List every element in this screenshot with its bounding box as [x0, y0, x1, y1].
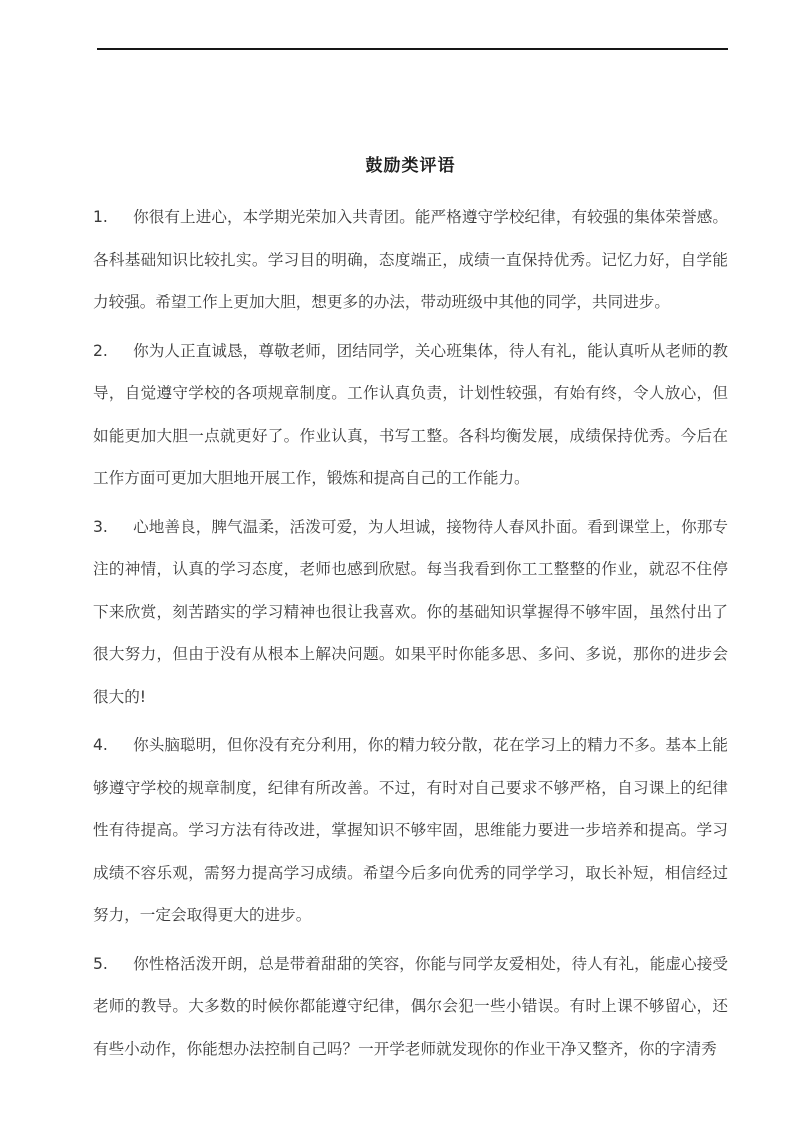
comment-paragraph-1: [93, 196, 728, 324]
paragraph-number: 1.: [93, 208, 108, 226]
comment-paragraph-5: [93, 943, 728, 1071]
paragraph-number: 4.: [93, 736, 108, 754]
comment-paragraph-3: [93, 506, 728, 719]
comment-paragraph-4: [93, 724, 728, 937]
paragraph-number: 3.: [93, 517, 108, 536]
paragraph-number: 2.: [93, 341, 108, 360]
paragraph-text: 你性格活泼开朗，总是带着甜甜的笑容，你能与同学友爱相处，待人有礼，能虚心接受老师的教导。大多数的时候你都能遵守纪律，偶尔会犯一些小错误。有时上课不够留心，还有些小动作，你能想办法控制自己吗？一开学老师就发现你的作业干净又整齐，你的字清秀: [93, 954, 728, 1058]
paragraph-text: 心地善良，脾气温柔，活泼可爱，为人坦诚，接物待人春风扑面。看到课堂上，你那专注的神情，认真的学习态度，老师也感到欣慰。每当我看到你工工整整的作业，就忍不住停下来欣赏，刻苦踏实的学习精神也很让我喜欢。你的基础知识掌握得不够牢固，虽然付出了很大努力，但由于没有从根本上解决问题。如果平时你能多思、多问、多说，那你的进步会很大的!: [93, 517, 728, 706]
paragraph-text: 你为人正直诚恳，尊敬老师，团结同学，关心班集体，待人有礼，能认真听从老师的教导，自觉遵守学校的各项规章制度。工作认真负责，计划性较强，有始有终，令人放心，但如能更加大胆一点就更好了。作业认真，书写工整。各科均衡发展，成绩保持优秀。今后在工作方面可更加大胆地开展工作，锻炼和提高自己的工作能力。: [93, 341, 728, 487]
paragraph-text: 你头脑聪明，但你没有充分利用，你的精力较分散，花在学习上的精力不多。基本上能够遵守学校的规章制度，纪律有所改善。不过，有时对自己要求不够严格，自习课上的纪律性有待提高。学习方法有待改进，掌握知识不够牢固，思维能力要进一步培养和提高。学习成绩不容乐观，需努力提高学习成绩。希望今后多向优秀的同学学习，取长补短，相信经过努力，一定会取得更大的进步。: [93, 736, 728, 924]
paragraph-number: 5.: [93, 954, 108, 973]
comment-paragraph-2: [93, 330, 728, 500]
document-content: [93, 0, 728, 1076]
document-title: 鼓励类评语: [365, 156, 456, 176]
paragraph-text: 你很有上进心，本学期光荣加入共青团。能严格遵守学校纪律，有较强的集体荣誉感。各科基础知识比较扎实。学习目的明确，态度端正，成绩一直保持优秀。记忆力好，自学能力较强。希望工作上更加大胆，想更多的办法，带动班级中其他的同学，共同进步。: [93, 208, 728, 311]
